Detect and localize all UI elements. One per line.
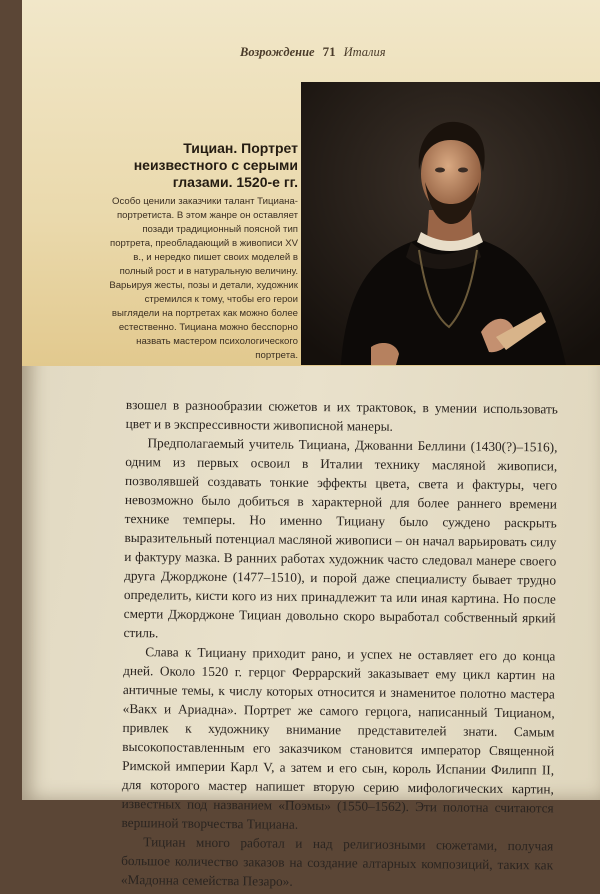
illustration-band	[22, 0, 600, 366]
page-number: 71	[322, 44, 336, 59]
paragraph: Тициан много работал и над религиозными сюжетами, получая большое количество заказов на создание алтарных композиций, таких как «Мадонна семейства Пезаро».	[120, 834, 554, 889]
caption-title: Тициан. Портрет неизвестного с серыми глазами. 1520-е гг.	[133, 140, 298, 190]
paragraph: Слава к Тициану приходит рано, и успех не оставляет его до конца дней. Около 1520 г. герцог Феррарский заказывает ему цикл картин на античные темы, к числу которых относится и знаменитое полотно мастера «Вакх и Ариадна». Портрет же самого герцога, написанный Тицианом, привлек к художнику внимание представителей знати. Самым высокопоставленным его заказчиком становится император Священной Римской империи Карл V, а затем и его сын, король Испании Филипп II, для которого мастер напишет вторую серию мифологических картин, известных под названием «Поэмы» (1550–1562). Эти полотна считаются вершиной творчества Тициана.	[121, 644, 556, 832]
paragraph: Предполагаемый учитель Тициана, Джованни Беллини (1430(?)–1516), одним из первых освоил в Италии технику масляной живописи, позволявшей создавать тонкие эффекты цвета, света и фактуры, чего невозможно было добиться в характерной для более раннего времени технике темперы. Но именно Тициану было суждено раскрыть выразительный потенциал масляной живописи – он начал варьировать силу и фактуру мазка. В ранних работах художник часто следовал манере своего друга Джорджоне (1477–1510), и порой даже специалисту бывает трудно определить, кисти кого из них принадлежит та или иная картина. Но после смерти Джорджоне Тициан довольно скоро выработал собственный яркий стиль.	[123, 435, 558, 641]
portrait-image	[301, 82, 600, 365]
running-head	[240, 44, 386, 60]
caption-text: Особо ценили заказчики талант Тициана-портретиста. В этом жанре он оставляет позади традиционный поясной тип портрета, преобладающий в живописи XV в., и нередко пишет своих моделей в полный рост и в натуральную величину. Варьируя жесты, позы и детали, художник стремился к тому, чтобы его герои выглядели на портретах как можно более естественно. Тициана можно бесспорно назвать мастером психологического портрета.	[109, 196, 298, 361]
book-page	[22, 0, 600, 889]
paragraph: взошел в разнообразии сюжетов и их трактовок, в умении использовать цвет и в экспрессивности живописной манеры.	[125, 396, 558, 434]
figure-caption	[98, 140, 298, 363]
chapter-country: Италия	[343, 45, 386, 59]
section-title: Возрождение	[240, 45, 315, 59]
portrait-painting	[301, 82, 600, 365]
main-text	[121, 395, 558, 893]
